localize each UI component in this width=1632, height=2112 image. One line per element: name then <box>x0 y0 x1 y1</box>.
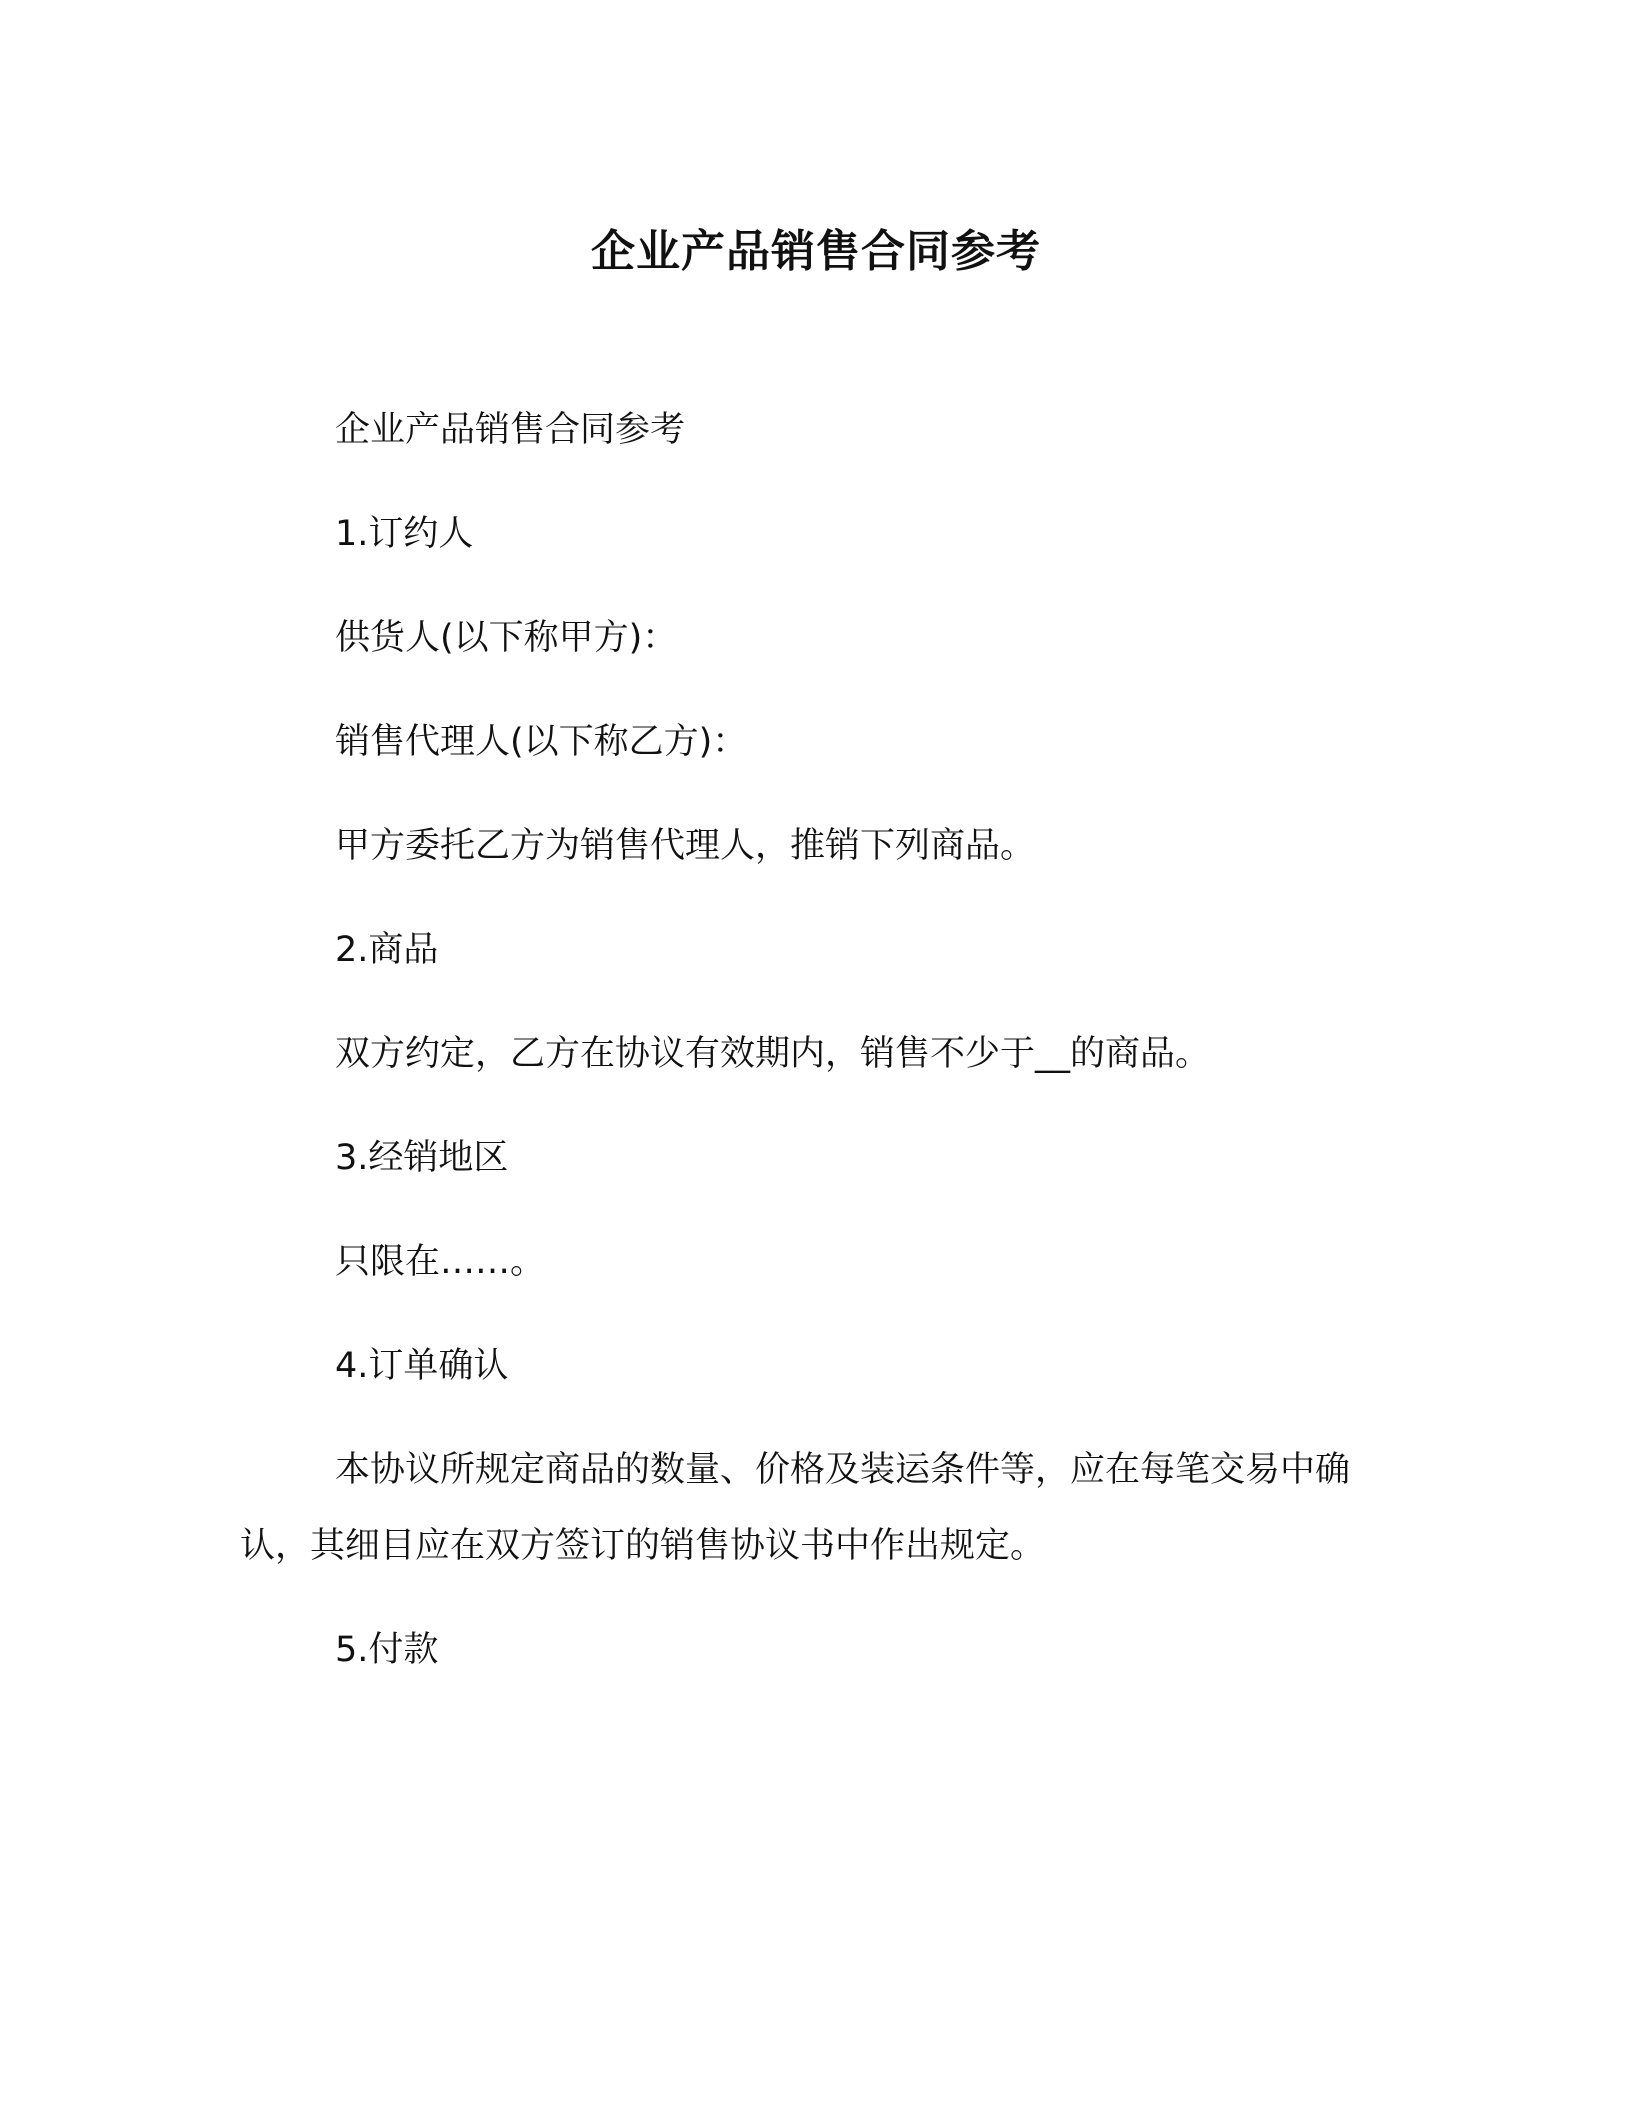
document-body <box>240 392 1390 1716</box>
document-title: 企业产品销售合同参考 <box>591 226 1041 277</box>
section-5-heading: 5.付款 <box>335 1630 439 1670</box>
order-confirmation-paragraph: 本协议所规定商品的数量、价格及装运条件等，应在每笔交易中确认，其细目应在双方签订的销售协议书中作出规定。 <box>240 1450 1351 1566</box>
paragraph-heading: 企业产品销售合同参考 <box>335 410 686 450</box>
region-paragraph: 只限在……。 <box>335 1242 546 1282</box>
goods-paragraph: 双方约定，乙方在协议有效期内，销售不少于__的商品。 <box>335 1034 1211 1074</box>
section-3-heading: 3.经销地区 <box>335 1138 509 1178</box>
supplier-line: 供货人(以下称甲方)： <box>335 618 678 658</box>
section-1-heading: 1.订约人 <box>335 514 474 554</box>
section-4-heading: 4.订单确认 <box>335 1346 509 1386</box>
agent-line: 销售代理人(以下称乙方)： <box>335 722 748 762</box>
section-2-heading: 2.商品 <box>335 930 439 970</box>
commission-paragraph: 甲方委托乙方为销售代理人，推销下列商品。 <box>335 826 1036 866</box>
